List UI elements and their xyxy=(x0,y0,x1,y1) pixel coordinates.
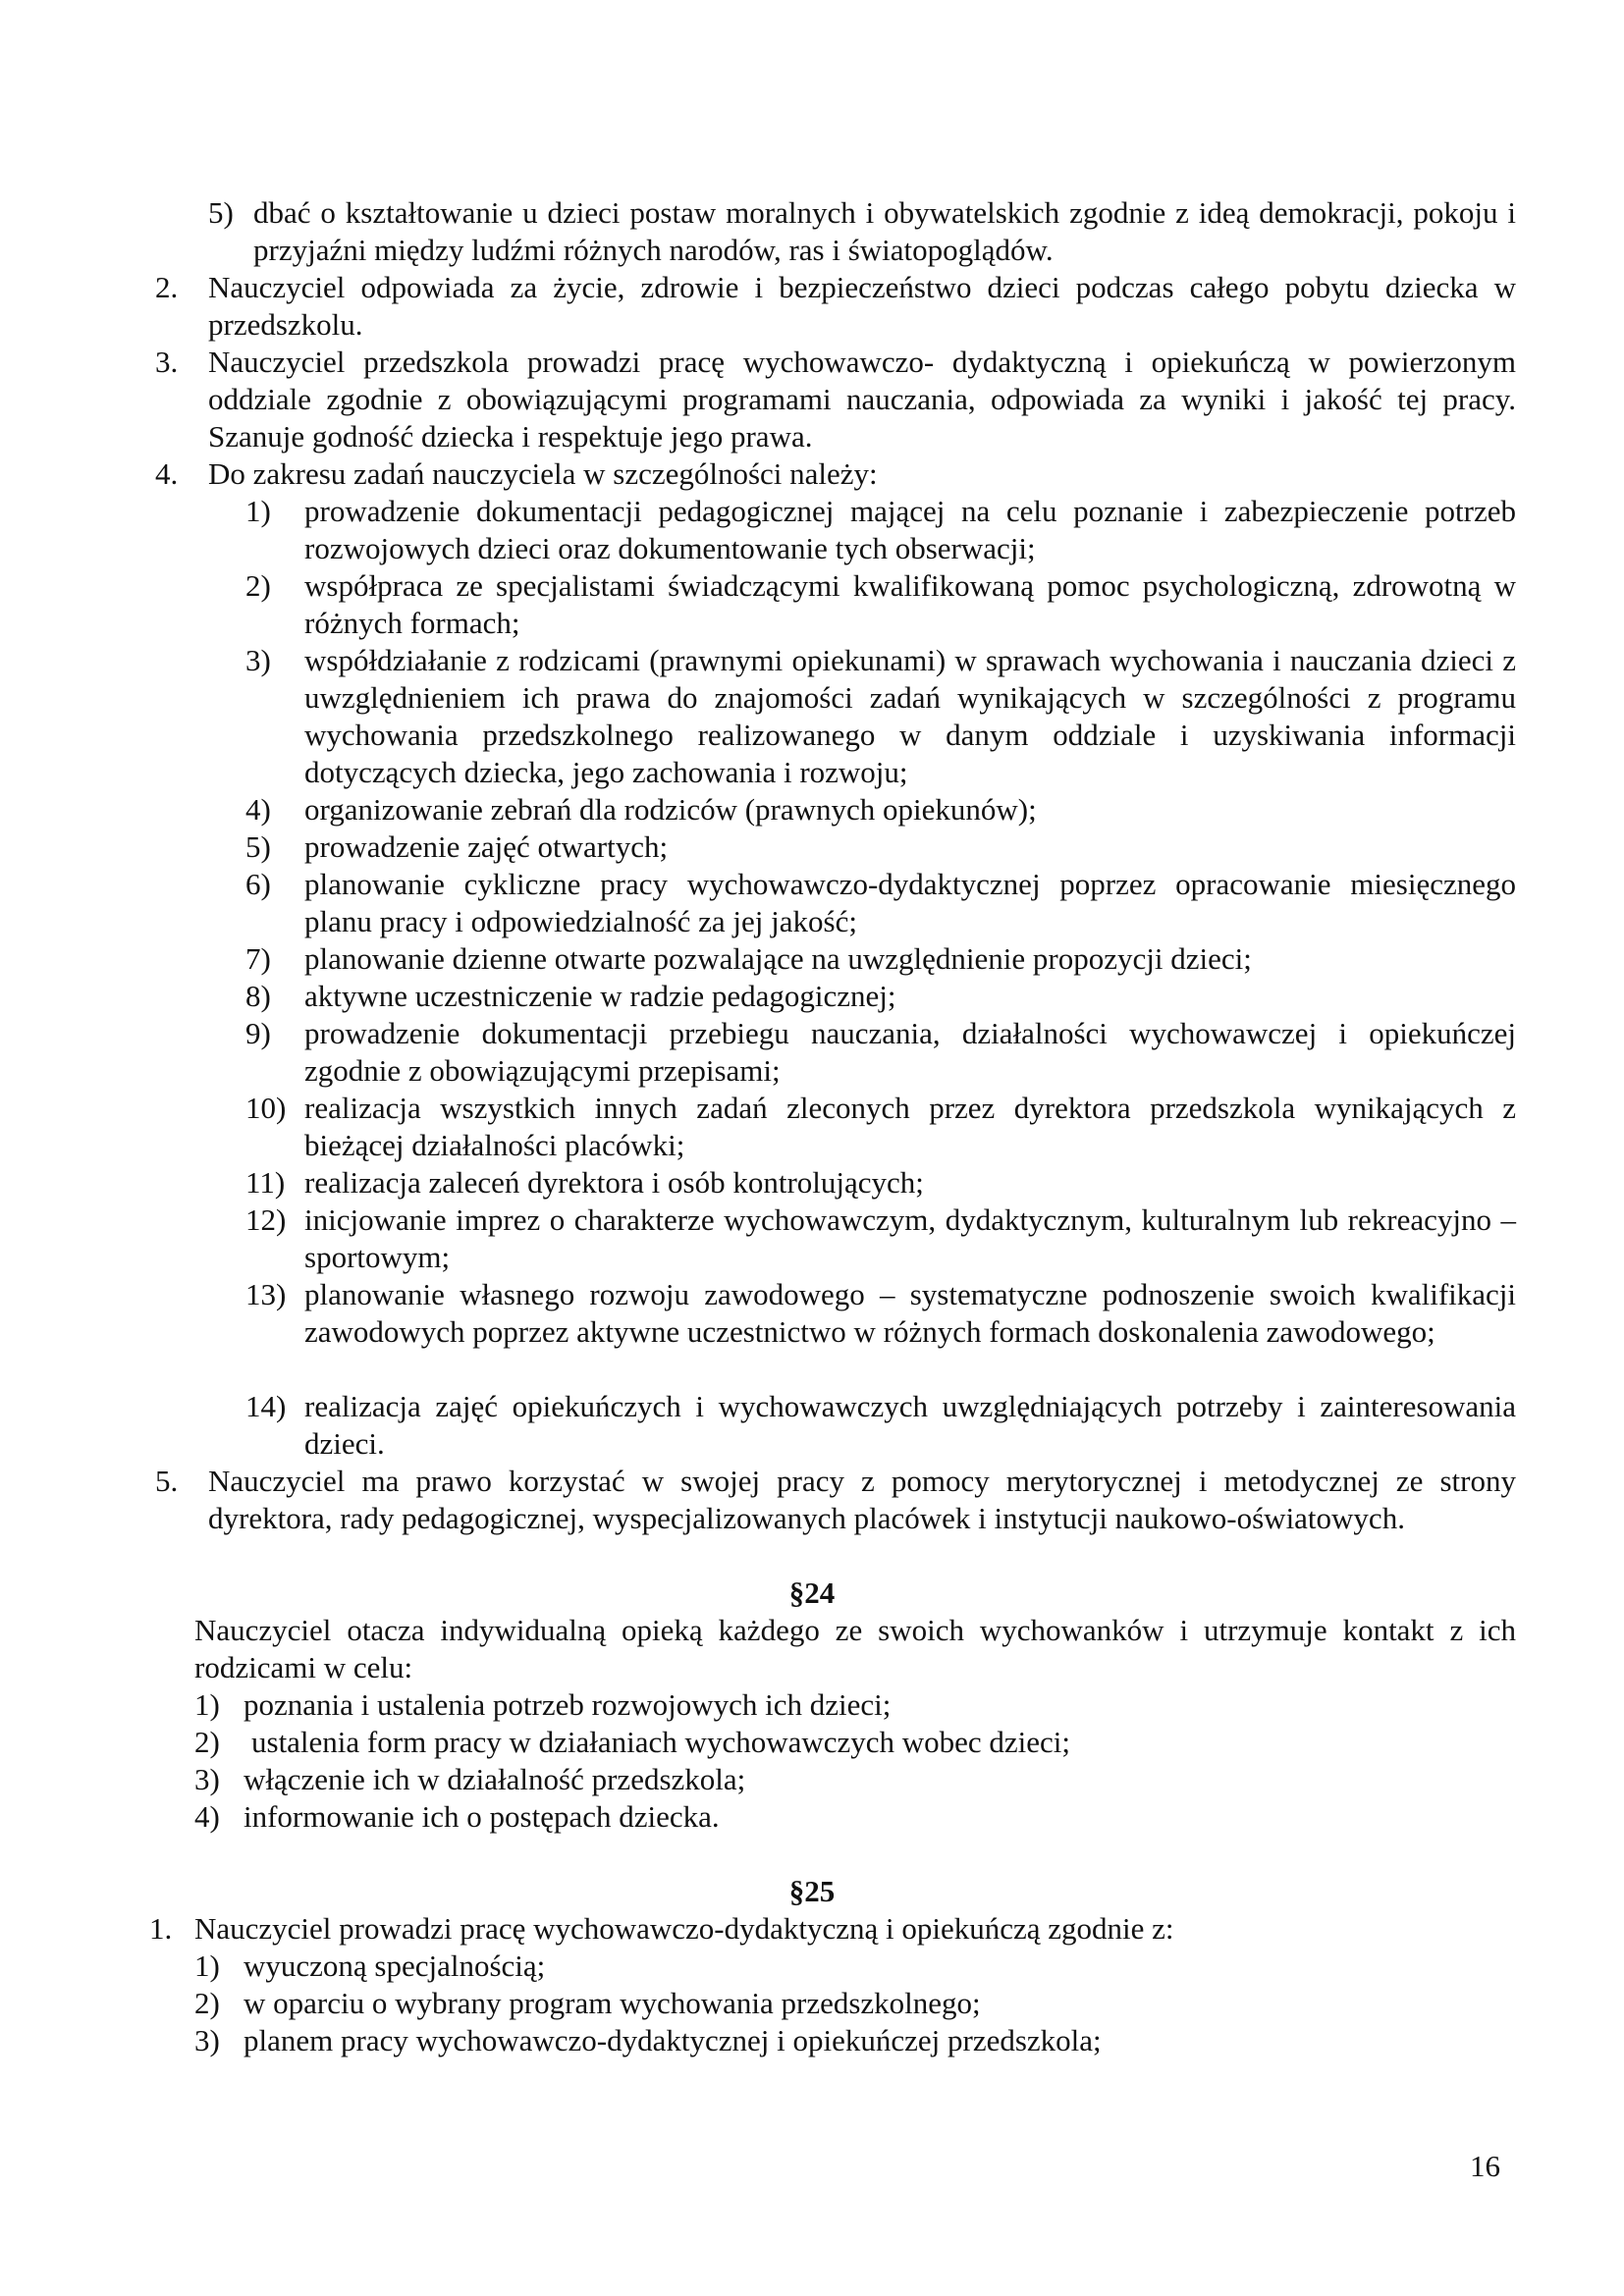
paragraph-text: Nauczyciel ma prawo korzystać w swojej pracy z pomocy merytorycznej i metodycznej ze strony dyrektora, rady pedagogicznej, wyspecjalizowanych placówek i instytucji naukowo-oświatowych. xyxy=(208,1464,1516,1535)
paragraph xyxy=(155,269,1516,344)
list-item xyxy=(245,940,1516,978)
list-item xyxy=(245,791,1516,828)
paragraph-number: 4. xyxy=(155,456,179,491)
item-number: 2) xyxy=(194,1725,220,1759)
section-heading: §25 xyxy=(788,1874,836,1908)
list-item xyxy=(194,1686,1516,1724)
item-text: organizowanie zebrań dla rodziców (prawnych opiekunów); xyxy=(304,792,1037,827)
item-number: 11) xyxy=(245,1165,286,1200)
item-number: 9) xyxy=(245,1016,271,1050)
item-number: 4) xyxy=(194,1799,220,1834)
list-item xyxy=(245,1276,1516,1351)
item-number: 3) xyxy=(194,2023,220,2057)
paragraph-number: 1. xyxy=(149,1911,173,1946)
list-item xyxy=(194,1798,1516,1836)
list-item xyxy=(194,1724,1516,1761)
item-text: inicjowanie imprez o charakterze wychowawczym, dydaktycznym, kulturalnym lub rekreacyjno – sportowym; xyxy=(304,1202,1516,1274)
section-heading: §24 xyxy=(788,1575,836,1610)
list-item xyxy=(245,1201,1516,1276)
item-number: 1) xyxy=(245,494,271,528)
item-number: 4) xyxy=(245,792,271,827)
paragraph-text: Nauczyciel prowadzi pracę wychowawczo-dydaktyczną i opiekuńczą zgodnie z: xyxy=(194,1911,1174,1946)
paragraph-text: Do zakresu zadań nauczyciela w szczególności należy: xyxy=(208,456,878,491)
paragraph xyxy=(155,455,1516,493)
list-item xyxy=(245,1090,1516,1164)
section-intro xyxy=(194,1612,1516,1686)
item-number: 14) xyxy=(245,1389,287,1423)
list-item xyxy=(245,642,1516,791)
list-item xyxy=(245,1388,1516,1463)
list-item xyxy=(245,493,1516,567)
list-item xyxy=(245,567,1516,642)
item-text: planem pracy wychowawczo-dydaktycznej i opiekuńczej przedszkola; xyxy=(244,2023,1102,2057)
paragraph-number: 2. xyxy=(155,270,179,304)
item-text: realizacja wszystkich innych zadań zleconych przez dyrektora przedszkola wynikających z bieżącej działalności placówki; xyxy=(304,1091,1516,1162)
item-text: współdziałanie z rodzicami (prawnymi opiekunami) w sprawach wychowania i nauczania dzieci z uwzględnieniem ich prawa do znajomości zadań wynikających w szczególności z programu wychowania przedszkolnego realizowanego w danym oddziale i uzyskiwania informacji dotyczących dziecka, jego zachowania i rozwoju; xyxy=(304,643,1516,789)
paragraph-text: Nauczyciel odpowiada za życie, zdrowie i bezpieczeństwo dzieci podczas całego pobytu dziecka w przedszkolu. xyxy=(208,270,1516,342)
item-number: 10) xyxy=(245,1091,287,1125)
item-number: 1) xyxy=(194,1949,220,1983)
item-number: 5) xyxy=(208,195,234,230)
item-number: 3) xyxy=(194,1762,220,1796)
item-text: poznania i ustalenia potrzeb rozwojowych ich dzieci; xyxy=(244,1687,892,1722)
item-number: 3) xyxy=(245,643,271,677)
paragraph-number: 5. xyxy=(155,1464,179,1498)
item-text: informowanie ich o postępach dziecka. xyxy=(244,1799,720,1834)
list-item xyxy=(245,978,1516,1015)
paragraph-number: 3. xyxy=(155,345,179,379)
list-item xyxy=(245,1164,1516,1201)
item-number: 2) xyxy=(194,1986,220,2020)
item-number: 12) xyxy=(245,1202,287,1237)
item-number: 8) xyxy=(245,979,271,1013)
paragraph xyxy=(155,344,1516,455)
item-text: realizacja zaleceń dyrektora i osób kontrolujących; xyxy=(304,1165,924,1200)
item-number: 7) xyxy=(245,941,271,976)
page-number: 16 xyxy=(1470,2149,1500,2183)
item-text: planowanie dzienne otwarte pozwalające na uwzględnienie propozycji dzieci; xyxy=(304,941,1252,976)
item-text: planowanie cykliczne pracy wychowawczo-dydaktycznej poprzez opracowanie miesięcznego planu pracy i odpowiedzialność za jej jakość; xyxy=(304,867,1516,938)
list-item xyxy=(245,828,1516,866)
list-item xyxy=(194,1761,1516,1798)
item-number: 6) xyxy=(245,867,271,901)
item-text: realizacja zajęć opiekuńczych i wychowawczych uwzględniających potrzeby i zainteresowania dzieci. xyxy=(304,1389,1516,1461)
item-text: prowadzenie dokumentacji przebiegu nauczania, działalności wychowawczej i opiekuńczej zgodnie z obowiązującymi przepisami; xyxy=(304,1016,1516,1088)
item-text: dbać o kształtowanie u dzieci postaw moralnych i obywatelskich zgodnie z ideą demokracji, pokoju i przyjaźni między ludźmi różnych narodów, ras i światopoglądów. xyxy=(253,195,1516,267)
list-item xyxy=(194,1985,1516,2022)
list-item xyxy=(194,1948,1516,1985)
item-text: aktywne uczestniczenie w radzie pedagogicznej; xyxy=(304,979,896,1013)
item-text: wyuczoną specjalnością; xyxy=(244,1949,546,1983)
intro-text: Nauczyciel otacza indywidualną opieką każdego ze swoich wychowanków i utrzymuje kontakt z ich rodzicami w celu: xyxy=(194,1613,1516,1684)
list-item xyxy=(208,194,1516,269)
item-number: 1) xyxy=(194,1687,220,1722)
item-text: współpraca ze specjalistami świadczącymi kwalifikowaną pomoc psychologiczną, zdrowotną w różnych formach; xyxy=(304,568,1516,640)
paragraph xyxy=(149,1910,1516,1948)
item-text: ustalenia form pracy w działaniach wychowawczych wobec dzieci; xyxy=(251,1725,1071,1759)
item-text: planowanie własnego rozwoju zawodowego – systematyczne podnoszenie swoich kwalifikacji zawodowych poprzez aktywne uczestnictwo w różnych formach doskonalenia zawodowego; xyxy=(304,1277,1516,1349)
item-text: włączenie ich w działalność przedszkola; xyxy=(244,1762,746,1796)
item-number: 13) xyxy=(245,1277,287,1311)
item-number: 2) xyxy=(245,568,271,603)
paragraph xyxy=(155,1463,1516,1537)
list-item xyxy=(245,1015,1516,1090)
item-text: w oparciu o wybrany program wychowania przedszkolnego; xyxy=(244,1986,981,2020)
item-number: 5) xyxy=(245,829,271,864)
paragraph-text: Nauczyciel przedszkola prowadzi pracę wychowawczo- dydaktyczną i opiekuńczą w powierzonym oddziale zgodnie z obowiązującymi programami nauczania, odpowiada za wyniki i jakość tej pracy. Szanuje godność dziecka i respektuje jego prawa. xyxy=(208,345,1516,454)
list-item xyxy=(194,2022,1516,2059)
item-text: prowadzenie zajęć otwartych; xyxy=(304,829,669,864)
list-item xyxy=(245,866,1516,940)
item-text: prowadzenie dokumentacji pedagogicznej mającej na celu poznanie i zabezpieczenie potrzeb rozwojowych dzieci oraz dokumentowanie tych obserwacji; xyxy=(304,494,1516,565)
